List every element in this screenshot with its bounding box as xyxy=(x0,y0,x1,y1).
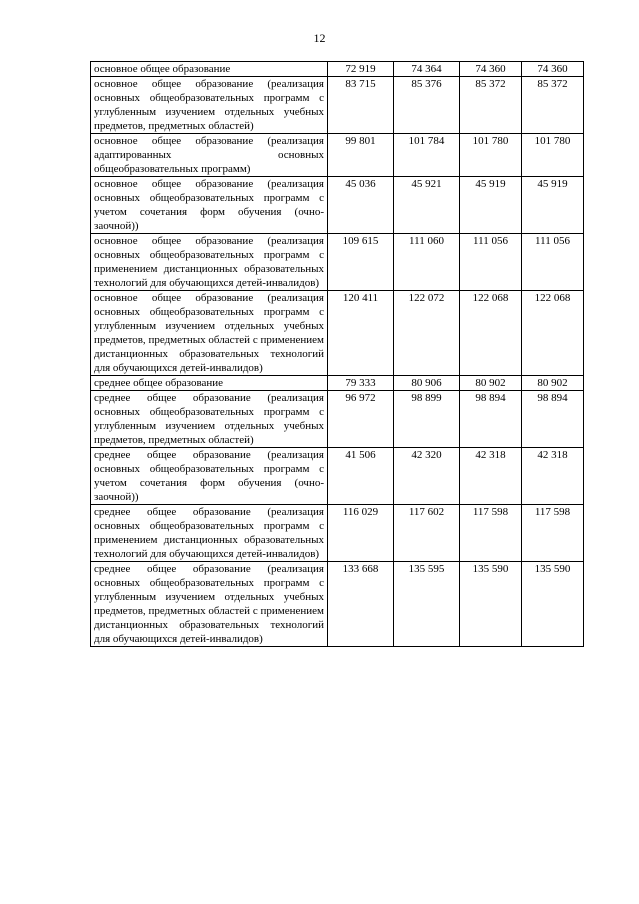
table-row xyxy=(91,505,584,562)
value-col-1: 133 668 xyxy=(328,562,394,647)
row-label: основное общее образование (реализация основных общеобразовательных программ с применением дистанционных образовательных технологий для обучающихся детей-инвалидов) xyxy=(91,234,328,291)
value-col-3: 85 372 xyxy=(460,77,522,134)
value-col-3: 98 894 xyxy=(460,391,522,448)
value-col-3: 42 318 xyxy=(460,448,522,505)
value-col-1: 96 972 xyxy=(328,391,394,448)
value-col-2: 101 784 xyxy=(394,134,460,177)
value-col-4: 98 894 xyxy=(522,391,584,448)
table-row xyxy=(91,134,584,177)
value-col-2: 135 595 xyxy=(394,562,460,647)
value-col-1: 109 615 xyxy=(328,234,394,291)
value-col-4: 85 372 xyxy=(522,77,584,134)
value-col-4: 122 068 xyxy=(522,291,584,376)
table-row xyxy=(91,77,584,134)
value-col-4: 117 598 xyxy=(522,505,584,562)
value-col-1: 41 506 xyxy=(328,448,394,505)
row-label: основное общее образование (реализация адаптированных основных общеобразовательных программ) xyxy=(91,134,328,177)
value-col-1: 72 919 xyxy=(328,62,394,77)
value-col-2: 85 376 xyxy=(394,77,460,134)
value-col-1: 99 801 xyxy=(328,134,394,177)
value-col-2: 98 899 xyxy=(394,391,460,448)
value-col-1: 45 036 xyxy=(328,177,394,234)
value-col-2: 45 921 xyxy=(394,177,460,234)
row-label: среднее общее образование xyxy=(91,376,328,391)
value-col-3: 74 360 xyxy=(460,62,522,77)
table-row xyxy=(91,291,584,376)
value-col-4: 42 318 xyxy=(522,448,584,505)
table-row xyxy=(91,391,584,448)
value-col-3: 122 068 xyxy=(460,291,522,376)
value-col-4: 80 902 xyxy=(522,376,584,391)
table-row xyxy=(91,234,584,291)
value-col-3: 101 780 xyxy=(460,134,522,177)
value-col-1: 120 411 xyxy=(328,291,394,376)
value-col-3: 117 598 xyxy=(460,505,522,562)
value-col-1: 83 715 xyxy=(328,77,394,134)
value-col-4: 74 360 xyxy=(522,62,584,77)
row-label: основное общее образование (реализация основных общеобразовательных программ с углубленным изучением отдельных учебных предметов, предметных областей с применением дистанционных образовательных технологий для обучающихся детей-инвалидов) xyxy=(91,291,328,376)
value-col-1: 79 333 xyxy=(328,376,394,391)
row-label: среднее общее образование (реализация основных общеобразовательных программ с применением дистанционных образовательных технологий для обучающихся детей-инвалидов) xyxy=(91,505,328,562)
value-col-3: 80 902 xyxy=(460,376,522,391)
table-row xyxy=(91,448,584,505)
row-label: среднее общее образование (реализация основных общеобразовательных программ с учетом сочетания форм обучения (очно-заочной)) xyxy=(91,448,328,505)
page-number: 12 xyxy=(313,31,326,45)
value-col-2: 122 072 xyxy=(394,291,460,376)
value-col-4: 45 919 xyxy=(522,177,584,234)
value-col-2: 74 364 xyxy=(394,62,460,77)
value-col-3: 45 919 xyxy=(460,177,522,234)
table-row xyxy=(91,376,584,391)
row-label: среднее общее образование (реализация основных общеобразовательных программ с углубленным изучением отдельных учебных предметов, предметных областей с применением дистанционных образовательных технологий для обучающихся детей-инвалидов) xyxy=(91,562,328,647)
value-col-1: 116 029 xyxy=(328,505,394,562)
row-label: основное общее образование (реализация основных общеобразовательных программ с учетом сочетания форм обучения (очно-заочной)) xyxy=(91,177,328,234)
value-col-2: 80 906 xyxy=(394,376,460,391)
table-row xyxy=(91,562,584,647)
value-col-4: 101 780 xyxy=(522,134,584,177)
table-row xyxy=(91,177,584,234)
value-col-3: 135 590 xyxy=(460,562,522,647)
value-col-2: 111 060 xyxy=(394,234,460,291)
value-col-2: 42 320 xyxy=(394,448,460,505)
value-col-4: 135 590 xyxy=(522,562,584,647)
value-col-4: 111 056 xyxy=(522,234,584,291)
table-row xyxy=(91,62,584,77)
row-label: основное общее образование xyxy=(91,62,328,77)
row-label: основное общее образование (реализация основных общеобразовательных программ с углубленным изучением отдельных учебных предметов, предметных областей) xyxy=(91,77,328,134)
value-col-2: 117 602 xyxy=(394,505,460,562)
row-label: среднее общее образование (реализация основных общеобразовательных программ с углубленным изучением отдельных учебных предметов, предметных областей) xyxy=(91,391,328,448)
value-col-3: 111 056 xyxy=(460,234,522,291)
cost-table xyxy=(90,61,584,647)
